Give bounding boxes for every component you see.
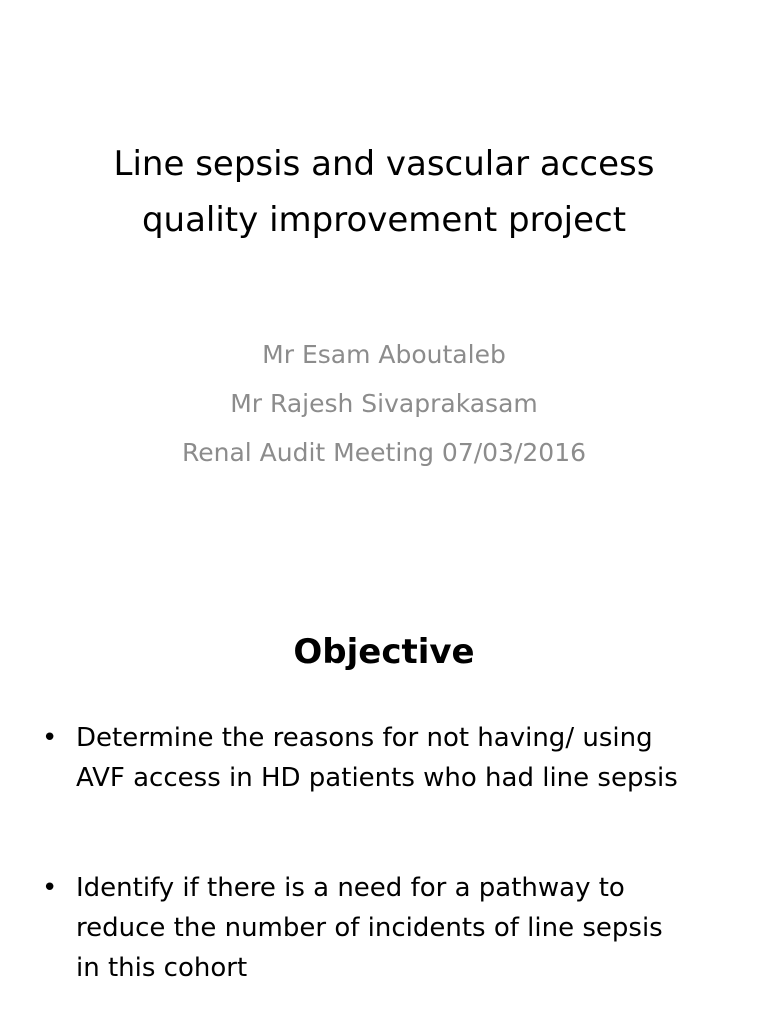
title-line-1: Line sepsis and vascular access xyxy=(113,144,655,184)
objective-heading: Objective xyxy=(293,632,475,672)
bullet-2-line-3: in this cohort xyxy=(76,953,248,983)
objective-bullet-2 xyxy=(42,868,738,988)
author-1: Mr Esam Aboutaleb xyxy=(262,340,506,369)
objective-bullet-1 xyxy=(42,718,738,798)
author-2: Mr Rajesh Sivaprakasam xyxy=(230,389,538,418)
bullet-2-line-2: reduce the number of incidents of line sepsis xyxy=(76,913,663,943)
presentation-title xyxy=(40,136,728,248)
bullet-dot-icon: • xyxy=(42,723,58,753)
objective-slide xyxy=(0,576,768,1024)
presentation-subtitle xyxy=(40,330,728,477)
bullet-dot-icon: • xyxy=(42,873,58,903)
objective-bullet-list xyxy=(42,718,738,988)
title-line-2: quality improvement project xyxy=(141,200,627,240)
meeting-date: Renal Audit Meeting 07/03/2016 xyxy=(181,438,587,467)
bullet-1-line-2: AVF access in HD patients who had line sepsis xyxy=(76,763,678,793)
bullet-1-line-1: Determine the reasons for not having/ using xyxy=(76,723,653,753)
bullet-2-line-1: Identify if there is a need for a pathway to xyxy=(76,873,625,903)
